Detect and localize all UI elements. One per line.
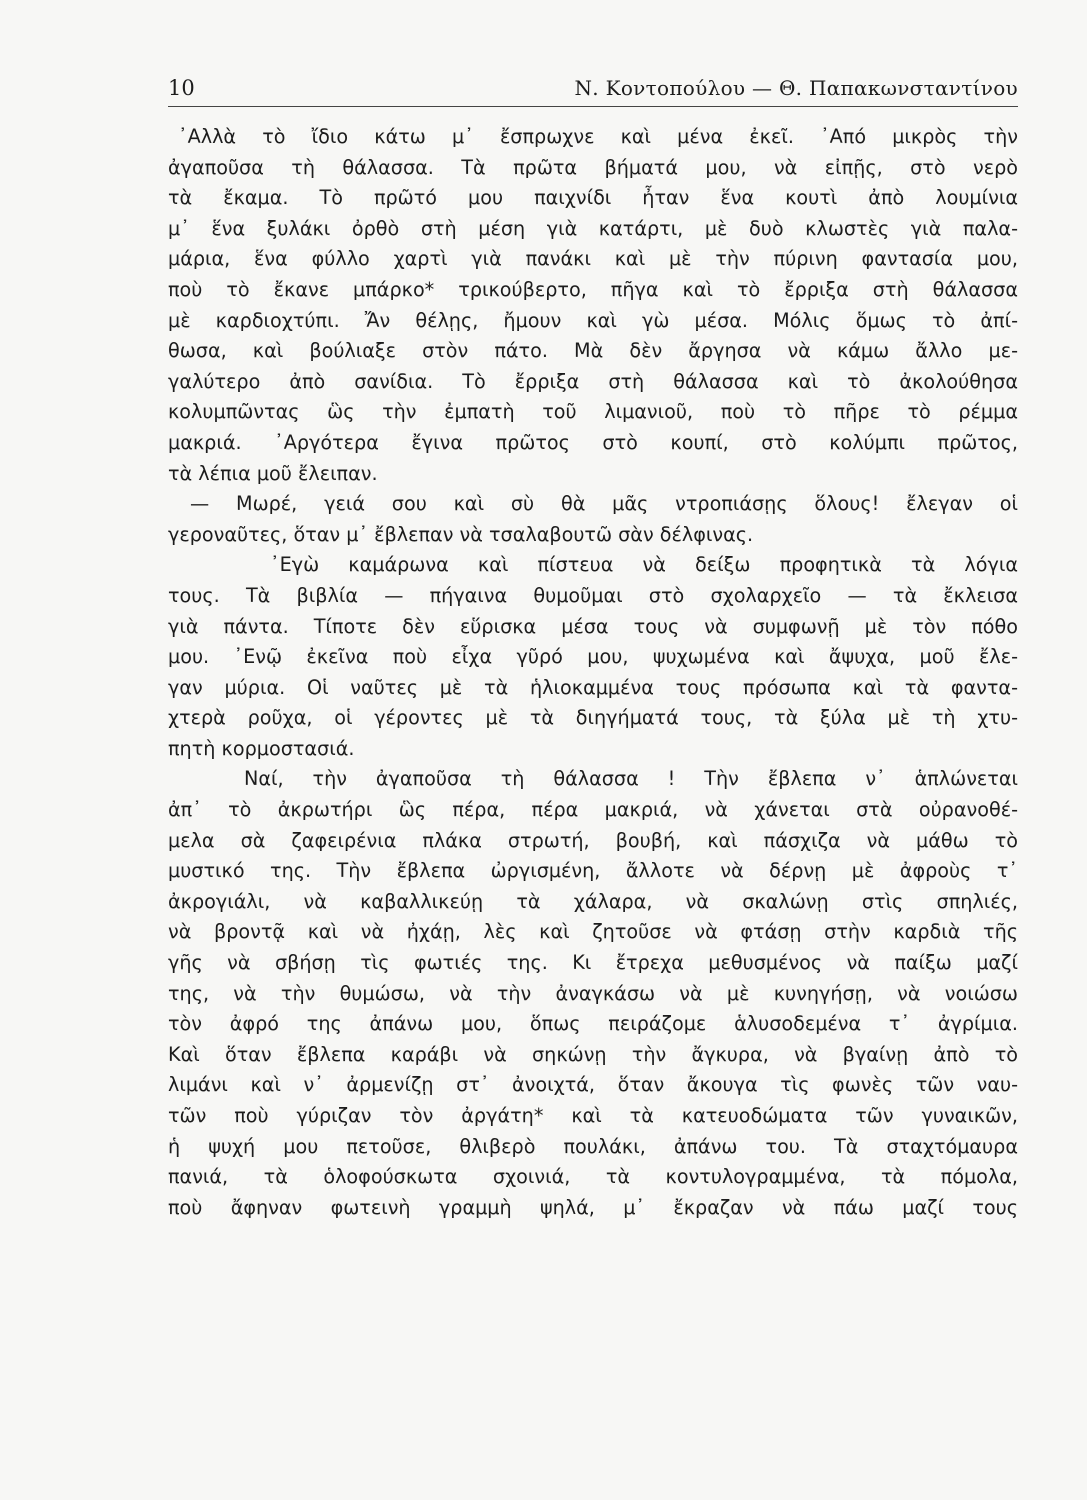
text-line: χτερὰ ροῦχα, οἱ γέροντες μὲ τὰ διηγήματά τους, τὰ ξύλα μὲ τὴ χτυ- <box>168 706 1018 730</box>
page-header <box>168 74 1018 104</box>
running-head: Ν. Κοντοπούλου — Θ. Παπακωνσταντίνου <box>574 76 1018 100</box>
text-line: γαν μύρια. Οἱ ναῦτες μὲ τὰ ἡλιοκαμμένα τους πρόσωπα καὶ τὰ φαντα- <box>168 675 1018 699</box>
text-line: ἀγαποῦσα τὴ θάλασσα. Τὰ πρῶτα βήματά μου, νὰ εἰπῇς, στὸ νερὸ <box>168 155 1018 179</box>
text-line: ποὺ τὸ ἔκανε μπάρκο* τρικούβερτο, πῆγα καὶ τὸ ἔρριξα στὴ θάλασσα <box>168 277 1018 301</box>
text-line: λιμάνι καὶ ν᾿ ἀρμενίζῃ στ᾿ ἀνοιχτά, ὅταν ἄκουγα τὶς φωνὲς τῶν ναυ- <box>168 1073 1018 1097</box>
text-line: ἡ ψυχή μου πετοῦσε, θλιβερὸ πουλάκι, ἀπάνω του. Τὰ σταχτόμαυρα <box>168 1134 1018 1158</box>
body-text <box>168 122 1018 1223</box>
text-line: τὰ ἔκαμα. Τὸ πρῶτό μου παιχνίδι ἦταν ἕνα κουτὶ ἀπὸ λουμίνια <box>168 186 1018 210</box>
text-line: της, νὰ τὴν θυμώσω, νὰ τὴν ἀναγκάσω νὰ μὲ κυνηγήσῃ, νὰ νοιώσω <box>168 981 1018 1005</box>
text-line: ᾿Αλλὰ τὸ ἴδιο κάτω μ᾿ ἔσπρωχνε καὶ μένα ἐκεῖ. ᾿Από μικρὸς τὴν <box>178 125 1018 148</box>
text-line: τῶν ποὺ γύριζαν τὸν ἀργάτη* καὶ τὰ κατευοδώματα τῶν γυναικῶν, <box>168 1104 1018 1127</box>
text-line: ποὺ ἄφηναν φωτεινὴ γραμμὴ ψηλά, μ᾿ ἔκραζαν νὰ πάω μαζί τους <box>168 1195 1018 1219</box>
text-line: τὰ λέπια μοῦ ἔλειπαν. <box>168 461 378 485</box>
text-line: γῆς νὰ σβήσῃ τὶς φωτιές της. Κι ἔτρεχα μεθυσμένος νὰ παίξω μαζί <box>168 951 1018 975</box>
text-line: κολυμπῶντας ὣς τὴν ἐμπατὴ τοῦ λιμανιοῦ, ποὺ τὸ πῆρε τὸ ρέμμα <box>168 400 1018 424</box>
text-line: ἀκρογιάλι, νὰ καβαλλικεύῃ τὰ χάλαρα, νὰ σκαλώνῃ στὶς σπηλιές, <box>168 889 1018 913</box>
text-line: γιὰ πάντα. Τίποτε δὲν εὕρισκα μέσα τους νὰ συμφωνῇ μὲ τὸν πόθο <box>168 614 1018 638</box>
text-line: μυστικό της. Τὴν ἔβλεπα ὠργισμένη, ἄλλοτε νὰ δέρνῃ μὲ ἀφροὺς τ᾿ <box>168 859 1018 883</box>
text-line: ἀπ᾿ τὸ ἀκρωτήρι ὣς πέρα, πέρα μακριά, νὰ χάνεται στὰ οὐρανοθέ- <box>168 798 1018 822</box>
text-line: μάρια, ἕνα φύλλο χαρτὶ γιὰ πανάκι καὶ μὲ τὴν πύρινη φαντασία μου, <box>168 247 1018 271</box>
text-line: μακριά. ᾿Αργότερα ἔγινα πρῶτος στὸ κουπί, στὸ κολύμπι πρῶτος, <box>168 430 1018 454</box>
text-line: μ᾿ ἕνα ξυλάκι ὀρθὸ στὴ μέση γιὰ κατάρτι, μὲ δυὸ κλωστὲς γιὰ παλα- <box>168 216 1018 240</box>
text-line: μὲ καρδιοχτύπι. Ἄν θέλῃς, ἤμουν καὶ γὼ μέσα. Μόλις ὅμως τὸ ἀπί- <box>168 308 1018 332</box>
text-line: ᾿Εγὼ καμάρωνα καὶ πίστευα νὰ δείξω προφητικὰ τὰ λόγια <box>270 553 1018 577</box>
text-line: γεροναῦτες, ὅταν μ᾿ ἔβλεπαν νὰ τσαλαβουτῶ σὰν δέλφινας. <box>168 522 754 546</box>
page-number: 10 <box>168 76 195 100</box>
text-line: — Μωρέ, γειά σου καὶ σὺ θὰ μᾶς ντροπιάσῃς ὅλους! ἔλεγαν οἱ <box>190 492 1018 516</box>
text-line: τους. Τὰ βιβλία — πήγαινα θυμοῦμαι στὸ σχολαρχεῖο — τὰ ἔκλεισα <box>168 583 1018 607</box>
text-line: Καὶ ὅταν ἔβλεπα καράβι νὰ σηκώνῃ τὴν ἄγκυρα, νὰ βγαίνῃ ἀπὸ τὸ <box>168 1042 1018 1066</box>
text-line: μελα σὰ ζαφειρένια πλάκα στρωτή, βουβή, καὶ πάσχιζα νὰ μάθω τὸ <box>168 828 1018 852</box>
text-line: μου. ᾿Ενῷ ἐκεῖνα ποὺ εἶχα γῦρό μου, ψυχωμένα καὶ ἄψυχα, μοῦ ἔλε- <box>168 645 1018 669</box>
text-line: τὸν ἀφρό της ἀπάνω μου, ὅπως πειράζομε ἁλυσοδεμένα τ᾿ ἀγρίμια. <box>168 1012 1018 1036</box>
text-line: θωσα, καὶ βούλιαξε στὸν πάτο. Μὰ δὲν ἄργησα νὰ κάμω ἄλλο με- <box>168 339 1018 363</box>
text-line: πητὴ κορμοστασιά. <box>168 736 355 760</box>
text-line: νὰ βροντᾷ καὶ νὰ ἠχάῃ, λὲς καὶ ζητοῦσε νὰ φτάσῃ στὴν καρδιὰ τῆς <box>168 920 1018 944</box>
header-rule <box>168 106 1018 107</box>
text-line: Ναί, τὴν ἀγαποῦσα τὴ θάλασσα ! Τὴν ἔβλεπα ν᾿ ἁπλώνεται <box>244 767 1018 791</box>
text-line: πανιά, τὰ ὁλοφούσκωτα σχοινιά, τὰ κοντυλογραμμένα, τὰ πόμολα, <box>168 1165 1018 1189</box>
text-line: γαλύτερο ἀπὸ σανίδια. Τὸ ἔρριξα στὴ θάλασσα καὶ τὸ ἀκολούθησα <box>168 369 1018 393</box>
